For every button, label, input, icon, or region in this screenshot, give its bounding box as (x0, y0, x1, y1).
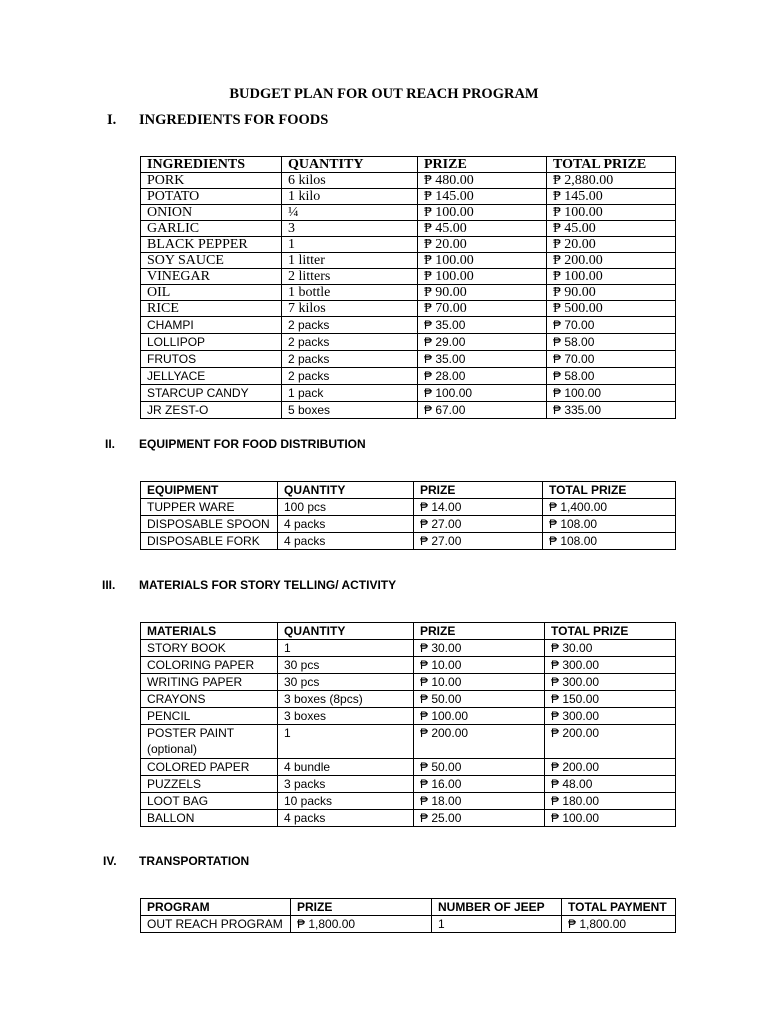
column-header: TOTAL PAYMENT (562, 899, 676, 916)
table-cell: 1 (278, 725, 414, 759)
table-cell: ₱ 300.00 (545, 674, 676, 691)
table-cell: ¼ (282, 205, 418, 221)
materials-table (140, 622, 676, 827)
table-cell: OIL (141, 285, 282, 301)
column-header: TOTAL PRIZE (545, 623, 676, 640)
table-cell: ₱ 27.00 (414, 533, 543, 550)
table-cell: DISPOSABLE FORK (141, 533, 278, 550)
table-row (141, 776, 676, 793)
table-cell: 1 (282, 237, 418, 253)
table-cell: ₱ 58.00 (547, 334, 676, 351)
table-cell: ₱ 90.00 (547, 285, 676, 301)
table-cell: LOLLIPOP (141, 334, 282, 351)
table-cell: JELLYACE (141, 368, 282, 385)
table-header-row (141, 482, 676, 499)
table-cell: PUZZELS (141, 776, 278, 793)
table-cell: 1 (278, 640, 414, 657)
table-cell: 5 boxes (282, 402, 418, 419)
section-number: III. (102, 578, 116, 592)
table-row (141, 189, 676, 205)
table-cell: ₱ 335.00 (547, 402, 676, 419)
table-cell: ₱ 90.00 (418, 285, 547, 301)
table-cell: 2 packs (282, 368, 418, 385)
table-row (141, 253, 676, 269)
table-cell: ₱ 100.00 (418, 385, 547, 402)
table-cell: ₱ 28.00 (418, 368, 547, 385)
table-row (141, 725, 676, 759)
table-cell: ₱ 30.00 (545, 640, 676, 657)
table-cell: CHAMPI (141, 317, 282, 334)
column-header: TOTAL PRIZE (547, 157, 676, 173)
table-cell: ₱ 48.00 (545, 776, 676, 793)
section-title: TRANSPORTATION (139, 854, 250, 868)
table-cell: ₱ 30.00 (414, 640, 545, 657)
table-cell: 30 pcs (278, 674, 414, 691)
table-cell: OUT REACH PROGRAM (141, 916, 291, 933)
table-header-row (141, 899, 676, 916)
table-cell: STORY BOOK (141, 640, 278, 657)
table-cell: VINEGAR (141, 269, 282, 285)
column-header: TOTAL PRIZE (543, 482, 676, 499)
table-cell: ₱ 100.00 (547, 205, 676, 221)
table-row (141, 368, 676, 385)
column-header: EQUIPMENT (141, 482, 278, 499)
table-cell: ₱ 35.00 (418, 317, 547, 334)
table-cell: 4 packs (278, 516, 414, 533)
table-cell: 1 litter (282, 253, 418, 269)
table-cell: 1 bottle (282, 285, 418, 301)
table-row (141, 351, 676, 368)
column-header: PRIZE (414, 623, 545, 640)
table-cell: 4 bundle (278, 759, 414, 776)
table-cell: ₱ 100.00 (414, 708, 545, 725)
transportation-table (140, 898, 676, 933)
table-cell: ₱ 14.00 (414, 499, 543, 516)
table-cell: ₱ 480.00 (418, 173, 547, 189)
table-row (141, 759, 676, 776)
table-cell: ₱ 100.00 (547, 385, 676, 402)
table-row (141, 657, 676, 674)
table-row (141, 674, 676, 691)
table-row (141, 402, 676, 419)
column-header: MATERIALS (141, 623, 278, 640)
table-cell: 3 boxes (278, 708, 414, 725)
table-cell: 1 pack (282, 385, 418, 402)
table-row (141, 708, 676, 725)
document-title: BUDGET PLAN FOR OUT REACH PROGRAM (229, 86, 539, 102)
table-cell: ₱ 45.00 (547, 221, 676, 237)
table-row (141, 237, 676, 253)
table-cell: ₱ 145.00 (418, 189, 547, 205)
table-row (141, 385, 676, 402)
column-header: QUANTITY (278, 623, 414, 640)
section-number: I. (107, 112, 117, 128)
table-cell: ₱ 1,800.00 (291, 916, 432, 933)
table-cell: 100 pcs (278, 499, 414, 516)
table-cell: 4 packs (278, 810, 414, 827)
table-cell: ₱ 18.00 (414, 793, 545, 810)
section-number: II. (105, 437, 116, 451)
table-cell: ONION (141, 205, 282, 221)
table-cell: PORK (141, 173, 282, 189)
table-cell: ₱ 70.00 (547, 351, 676, 368)
table-cell: 10 packs (278, 793, 414, 810)
table-row (141, 301, 676, 317)
table-cell: ₱ 20.00 (547, 237, 676, 253)
table-cell: ₱ 200.00 (545, 759, 676, 776)
column-header: PROGRAM (141, 899, 291, 916)
table-cell: 3 (282, 221, 418, 237)
table-row (141, 221, 676, 237)
table-cell: SOY SAUCE (141, 253, 282, 269)
section-title: INGREDIENTS FOR FOODS (139, 112, 329, 128)
equipment-table (140, 481, 676, 550)
table-cell: ₱ 25.00 (414, 810, 545, 827)
table-row (141, 317, 676, 334)
table-cell: COLORING PAPER (141, 657, 278, 674)
table-row (141, 269, 676, 285)
table-cell: LOOT BAG (141, 793, 278, 810)
table-cell: DISPOSABLE SPOON (141, 516, 278, 533)
table-cell: ₱ 70.00 (418, 301, 547, 317)
table-header-row (141, 623, 676, 640)
table-cell: BLACK PEPPER (141, 237, 282, 253)
table-cell: ₱ 145.00 (547, 189, 676, 205)
table-row (141, 810, 676, 827)
section-title: MATERIALS FOR STORY TELLING/ ACTIVITY (139, 578, 397, 592)
table-cell: ₱ 2,880.00 (547, 173, 676, 189)
table-cell: GARLIC (141, 221, 282, 237)
table-cell: 4 packs (278, 533, 414, 550)
column-header: QUANTITY (278, 482, 414, 499)
table-cell: 2 packs (282, 351, 418, 368)
table-cell: ₱ 50.00 (414, 759, 545, 776)
table-cell: WRITING PAPER (141, 674, 278, 691)
ingredients-table (140, 156, 676, 419)
table-row (141, 499, 676, 516)
table-cell: 1 (432, 916, 562, 933)
table-cell: JR ZEST-O (141, 402, 282, 419)
table-cell: ₱ 300.00 (545, 657, 676, 674)
table-cell: RICE (141, 301, 282, 317)
table-cell: TUPPER WARE (141, 499, 278, 516)
table-cell: ₱ 10.00 (414, 674, 545, 691)
table-cell: ₱ 27.00 (414, 516, 543, 533)
table-cell: ₱ 200.00 (414, 725, 545, 759)
table-cell: BALLON (141, 810, 278, 827)
table-cell: POTATO (141, 189, 282, 205)
table-cell: STARCUP CANDY (141, 385, 282, 402)
table-cell: ₱ 10.00 (414, 657, 545, 674)
table-cell: 2 packs (282, 317, 418, 334)
table-cell: ₱ 108.00 (543, 516, 676, 533)
table-cell: 3 boxes (8pcs) (278, 691, 414, 708)
table-cell: 3 packs (278, 776, 414, 793)
table-cell: ₱ 200.00 (545, 725, 676, 759)
table-row (141, 640, 676, 657)
column-header: PRIZE (291, 899, 432, 916)
section-number: IV. (103, 854, 117, 868)
table-cell: ₱ 108.00 (543, 533, 676, 550)
table-row (141, 205, 676, 221)
column-header: PRIZE (414, 482, 543, 499)
table-cell: COLORED PAPER (141, 759, 278, 776)
table-cell: ₱ 50.00 (414, 691, 545, 708)
table-cell: ₱ 100.00 (418, 205, 547, 221)
table-cell: ₱ 20.00 (418, 237, 547, 253)
column-header: PRIZE (418, 157, 547, 173)
table-row (141, 691, 676, 708)
table-cell: ₱ 29.00 (418, 334, 547, 351)
table-row (141, 516, 676, 533)
table-row (141, 793, 676, 810)
section-title: EQUIPMENT FOR FOOD DISTRIBUTION (139, 437, 366, 451)
table-cell: ₱ 45.00 (418, 221, 547, 237)
table-row (141, 173, 676, 189)
table-header-row (141, 157, 676, 173)
table-cell: ₱ 150.00 (545, 691, 676, 708)
table-cell: ₱ 1,400.00 (543, 499, 676, 516)
column-header: NUMBER OF JEEP (432, 899, 562, 916)
table-cell: ₱ 16.00 (414, 776, 545, 793)
table-cell: 1 kilo (282, 189, 418, 205)
table-cell: 30 pcs (278, 657, 414, 674)
table-cell: 6 kilos (282, 173, 418, 189)
table-cell: 2 packs (282, 334, 418, 351)
column-header: QUANTITY (282, 157, 418, 173)
table-cell: ₱ 200.00 (547, 253, 676, 269)
column-header: INGREDIENTS (141, 157, 282, 173)
table-cell: ₱ 500.00 (547, 301, 676, 317)
table-cell: 7 kilos (282, 301, 418, 317)
table-cell: ₱ 100.00 (418, 253, 547, 269)
table-cell: ₱ 67.00 (418, 402, 547, 419)
table-cell: POSTER PAINT (optional) (141, 725, 278, 759)
table-cell: ₱ 35.00 (418, 351, 547, 368)
table-cell: ₱ 100.00 (545, 810, 676, 827)
table-cell: CRAYONS (141, 691, 278, 708)
table-row (141, 916, 676, 933)
table-cell: ₱ 300.00 (545, 708, 676, 725)
table-cell: FRUTOS (141, 351, 282, 368)
table-cell: 2 litters (282, 269, 418, 285)
table-cell: PENCIL (141, 708, 278, 725)
table-row (141, 533, 676, 550)
table-cell: ₱ 100.00 (547, 269, 676, 285)
table-cell: ₱ 180.00 (545, 793, 676, 810)
table-cell: ₱ 58.00 (547, 368, 676, 385)
table-row (141, 334, 676, 351)
table-cell: ₱ 70.00 (547, 317, 676, 334)
table-row (141, 285, 676, 301)
table-cell: ₱ 100.00 (418, 269, 547, 285)
table-cell: ₱ 1,800.00 (562, 916, 676, 933)
